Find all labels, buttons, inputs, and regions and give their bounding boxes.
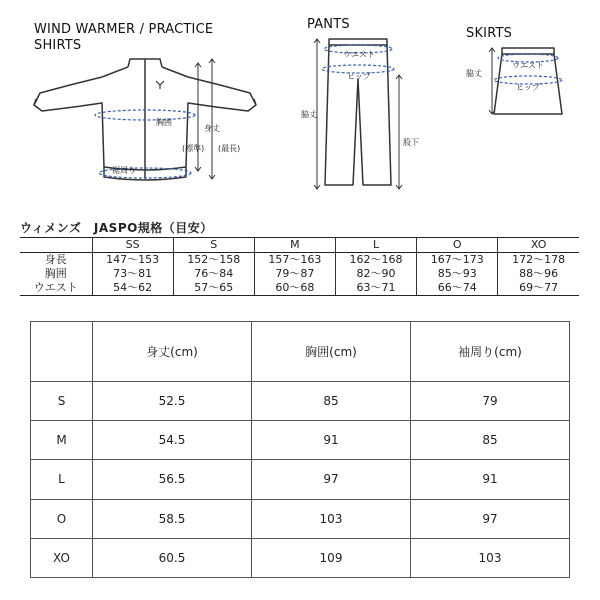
jaspo-size-header: SS — [92, 238, 173, 253]
jaspo-row-height — [20, 253, 579, 268]
jaspo-cell: 60～68 — [254, 281, 335, 296]
table-cell: 52.5 — [93, 382, 252, 421]
jaspo-cell: 147～153 — [92, 253, 173, 268]
pants-label-side-length: 脇丈 — [301, 110, 317, 119]
skirt-label-side-length: 脇丈 — [466, 69, 482, 78]
size-table-corner-cell — [31, 322, 93, 382]
size-label-cell: O — [31, 499, 93, 538]
jaspo-cell: 54～62 — [92, 281, 173, 296]
jaspo-size-header: S — [173, 238, 254, 253]
size-label-cell: M — [31, 421, 93, 460]
skirts-title: SKIRTS — [466, 26, 513, 41]
table-cell: 60.5 — [93, 538, 252, 577]
logo-mark — [156, 81, 164, 89]
pants-label-inseam: 股下 — [403, 138, 419, 147]
table-cell: 85 — [411, 421, 570, 460]
jaspo-cell: 152～158 — [173, 253, 254, 268]
jaspo-cell: 57～65 — [173, 281, 254, 296]
jaspo-cell: 76～84 — [173, 267, 254, 281]
skirt-label-waist: ウエスト — [512, 61, 544, 70]
table-row — [31, 421, 570, 460]
table-row — [31, 382, 570, 421]
table-row — [31, 460, 570, 499]
table-cell: 85 — [252, 382, 411, 421]
jaspo-cell: 69～77 — [498, 281, 579, 296]
size-label-cell: L — [31, 460, 93, 499]
size-label-cell: S — [31, 382, 93, 421]
pants-title: PANTS — [307, 17, 350, 32]
jaspo-cell: 66～74 — [417, 281, 498, 296]
jaspo-row-label: ウエスト — [20, 281, 92, 296]
table-cell: 109 — [252, 538, 411, 577]
pants-label-hip: ヒップ — [347, 72, 371, 81]
skirt-label-hip: ヒップ — [516, 83, 540, 92]
skirt-diagram — [462, 42, 582, 122]
shirt-label-standard: (標準) — [182, 144, 205, 153]
table-cell: 54.5 — [93, 421, 252, 460]
jaspo-size-table — [20, 237, 579, 296]
table-cell: 56.5 — [93, 460, 252, 499]
size-table-header-sleeve: 袖周り(cm) — [411, 322, 570, 382]
jaspo-cell: 157～163 — [254, 253, 335, 268]
size-table-header-chest: 胸囲(cm) — [252, 322, 411, 382]
shirt-label-body-length: 身丈 — [204, 124, 220, 133]
jaspo-row-label: 身長 — [44, 253, 67, 266]
table-cell: 91 — [411, 460, 570, 499]
jaspo-cell: 88～96 — [498, 267, 579, 281]
jaspo-cell: 79～87 — [254, 267, 335, 281]
jaspo-row-chest — [20, 267, 579, 281]
size-label-cell: XO — [31, 538, 93, 577]
pants-diagram — [295, 35, 420, 195]
jaspo-cell: 172～178 — [498, 253, 579, 268]
jaspo-header-row — [20, 238, 579, 253]
table-row — [31, 538, 570, 577]
pants-label-waist: ウエスト — [343, 50, 375, 59]
shirt-label-chest: 胸囲 — [156, 118, 172, 127]
shirt-label-hem: 裾周り — [112, 166, 136, 175]
jaspo-cell: 63～71 — [335, 281, 416, 296]
jaspo-row-label: 胸囲 — [44, 267, 67, 280]
size-table-header-row — [31, 322, 570, 382]
table-cell: 58.5 — [93, 499, 252, 538]
jaspo-cell: 82～90 — [335, 267, 416, 281]
size-table-header-body-length: 身丈(cm) — [93, 322, 252, 382]
table-cell: 79 — [411, 382, 570, 421]
jaspo-cell: 73～81 — [92, 267, 173, 281]
shirts-title-line2: SHIRTS — [34, 38, 82, 53]
jaspo-size-header: M — [254, 238, 335, 253]
table-cell: 97 — [252, 460, 411, 499]
jaspo-title: ウィメンズ JASPO規格（目安） — [20, 221, 213, 235]
jaspo-size-header: L — [335, 238, 416, 253]
jaspo-size-header: XO — [498, 238, 579, 253]
shirt-diagram — [30, 55, 260, 195]
table-cell: 97 — [411, 499, 570, 538]
table-cell: 103 — [252, 499, 411, 538]
jaspo-cell: 85～93 — [417, 267, 498, 281]
jaspo-cell: 167～173 — [417, 253, 498, 268]
table-row — [31, 499, 570, 538]
jaspo-corner-cell — [20, 238, 92, 253]
table-cell: 91 — [252, 421, 411, 460]
jaspo-size-header: O — [417, 238, 498, 253]
shirts-title-line1: WIND WARMER / PRACTICE — [34, 22, 214, 37]
table-cell: 103 — [411, 538, 570, 577]
jaspo-row-waist — [20, 281, 579, 296]
jaspo-cell: 162～168 — [335, 253, 416, 268]
shirt-label-longest: (最長) — [218, 144, 241, 153]
garment-size-table — [30, 321, 570, 578]
